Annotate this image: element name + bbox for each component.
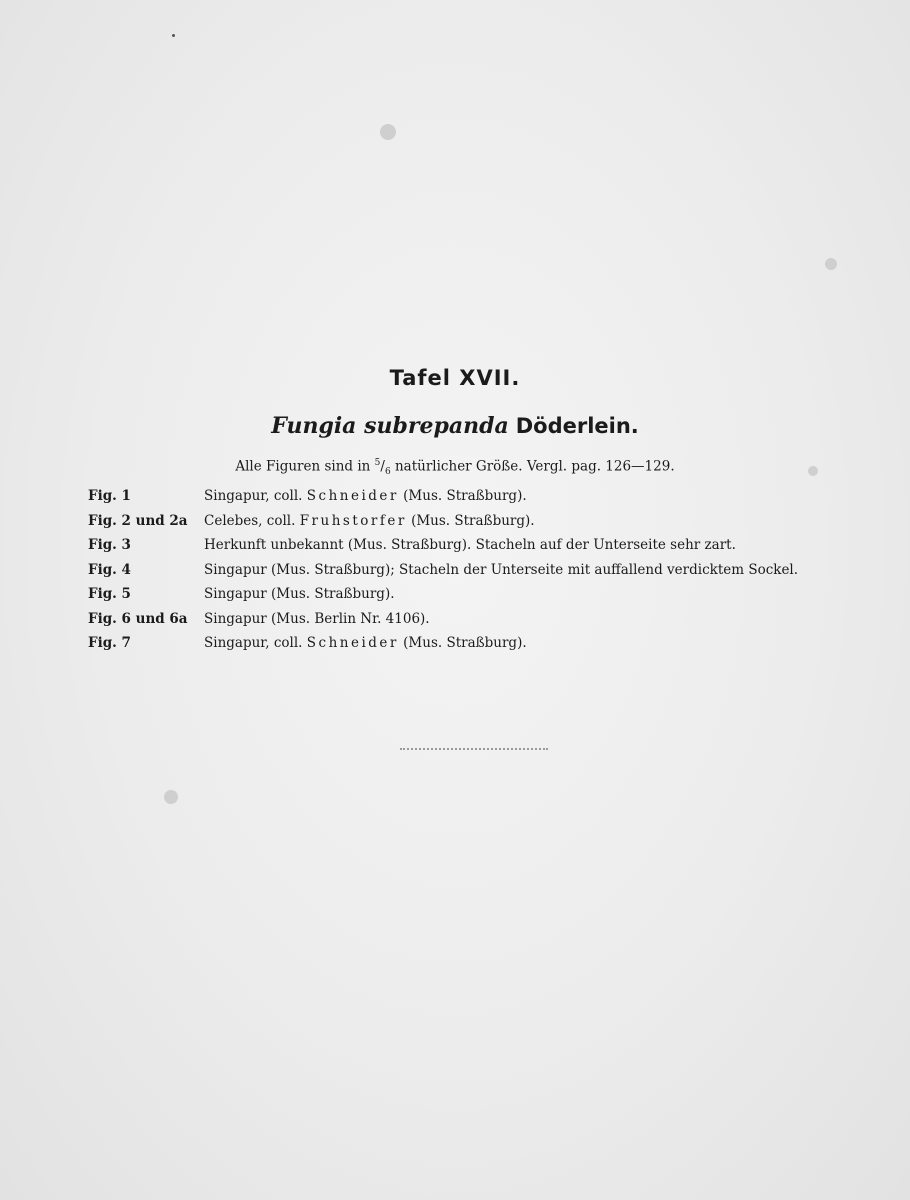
figure-row xyxy=(88,537,868,562)
plate-title: Tafel XVII. xyxy=(389,366,521,390)
scale-fraction-numerator: 5 xyxy=(374,458,381,468)
figure-label: Fig. 7 xyxy=(88,635,131,651)
figure-description: Herkunft unbekannt (Mus. Straßburg). Stacheln auf der Unterseite sehr zart. xyxy=(204,537,736,553)
end-rule xyxy=(400,748,548,750)
figure-row xyxy=(88,635,868,660)
figure-label: Fig. 2 und 2a xyxy=(88,512,188,529)
figure-description: Singapur (Mus. Straßburg); Stacheln der Unterseite mit auffallend verdicktem Sockel. xyxy=(204,561,799,578)
figure-row xyxy=(88,488,868,513)
species-author: Döderlein. xyxy=(515,414,639,438)
figure-row xyxy=(88,586,868,611)
collector-name: Schneider xyxy=(306,635,399,651)
scale-note: Alle Figuren sind in $^5/_6$ natürlicher Größe. Vergl. pag. 126—129. xyxy=(235,458,675,478)
paper-speck xyxy=(172,34,175,37)
scale-note-suffix: natürlicher Größe. Vergl. pag. 126—129. xyxy=(394,458,675,475)
figure-row xyxy=(88,611,868,636)
figure-label: Fig. 5 xyxy=(88,586,131,602)
figure-list xyxy=(88,488,868,660)
collector-name: Fruhstorfer xyxy=(299,512,407,529)
figure-description: Singapur, coll. Schneider (Mus. Straßburg). xyxy=(204,635,527,651)
collector-name: Schneider xyxy=(306,488,399,504)
scale-fraction-denominator: 6 xyxy=(384,467,391,478)
figure-label: Fig. 1 xyxy=(88,488,131,504)
paper-speck xyxy=(164,790,178,804)
figure-row xyxy=(88,562,868,587)
figure-label: Fig. 6 und 6a xyxy=(88,610,188,627)
species-heading xyxy=(0,413,910,439)
species-name: Fungia subrepanda xyxy=(271,413,509,439)
figure-label: Fig. 4 xyxy=(88,561,131,578)
figure-description: Singapur, coll. Schneider (Mus. Straßburg). xyxy=(204,488,527,504)
scale-note-prefix: Alle Figuren sind in xyxy=(235,458,371,475)
figure-description: Celebes, coll. Fruhstorfer (Mus. Straßburg). xyxy=(204,512,535,529)
figure-description: Singapur (Mus. Straßburg). xyxy=(204,586,395,602)
figure-label: Fig. 3 xyxy=(88,537,131,553)
figure-row xyxy=(88,513,868,538)
paper-speck xyxy=(380,124,396,140)
paper-speck xyxy=(825,258,837,270)
figure-description: Singapur (Mus. Berlin Nr. 4106). xyxy=(204,610,430,627)
